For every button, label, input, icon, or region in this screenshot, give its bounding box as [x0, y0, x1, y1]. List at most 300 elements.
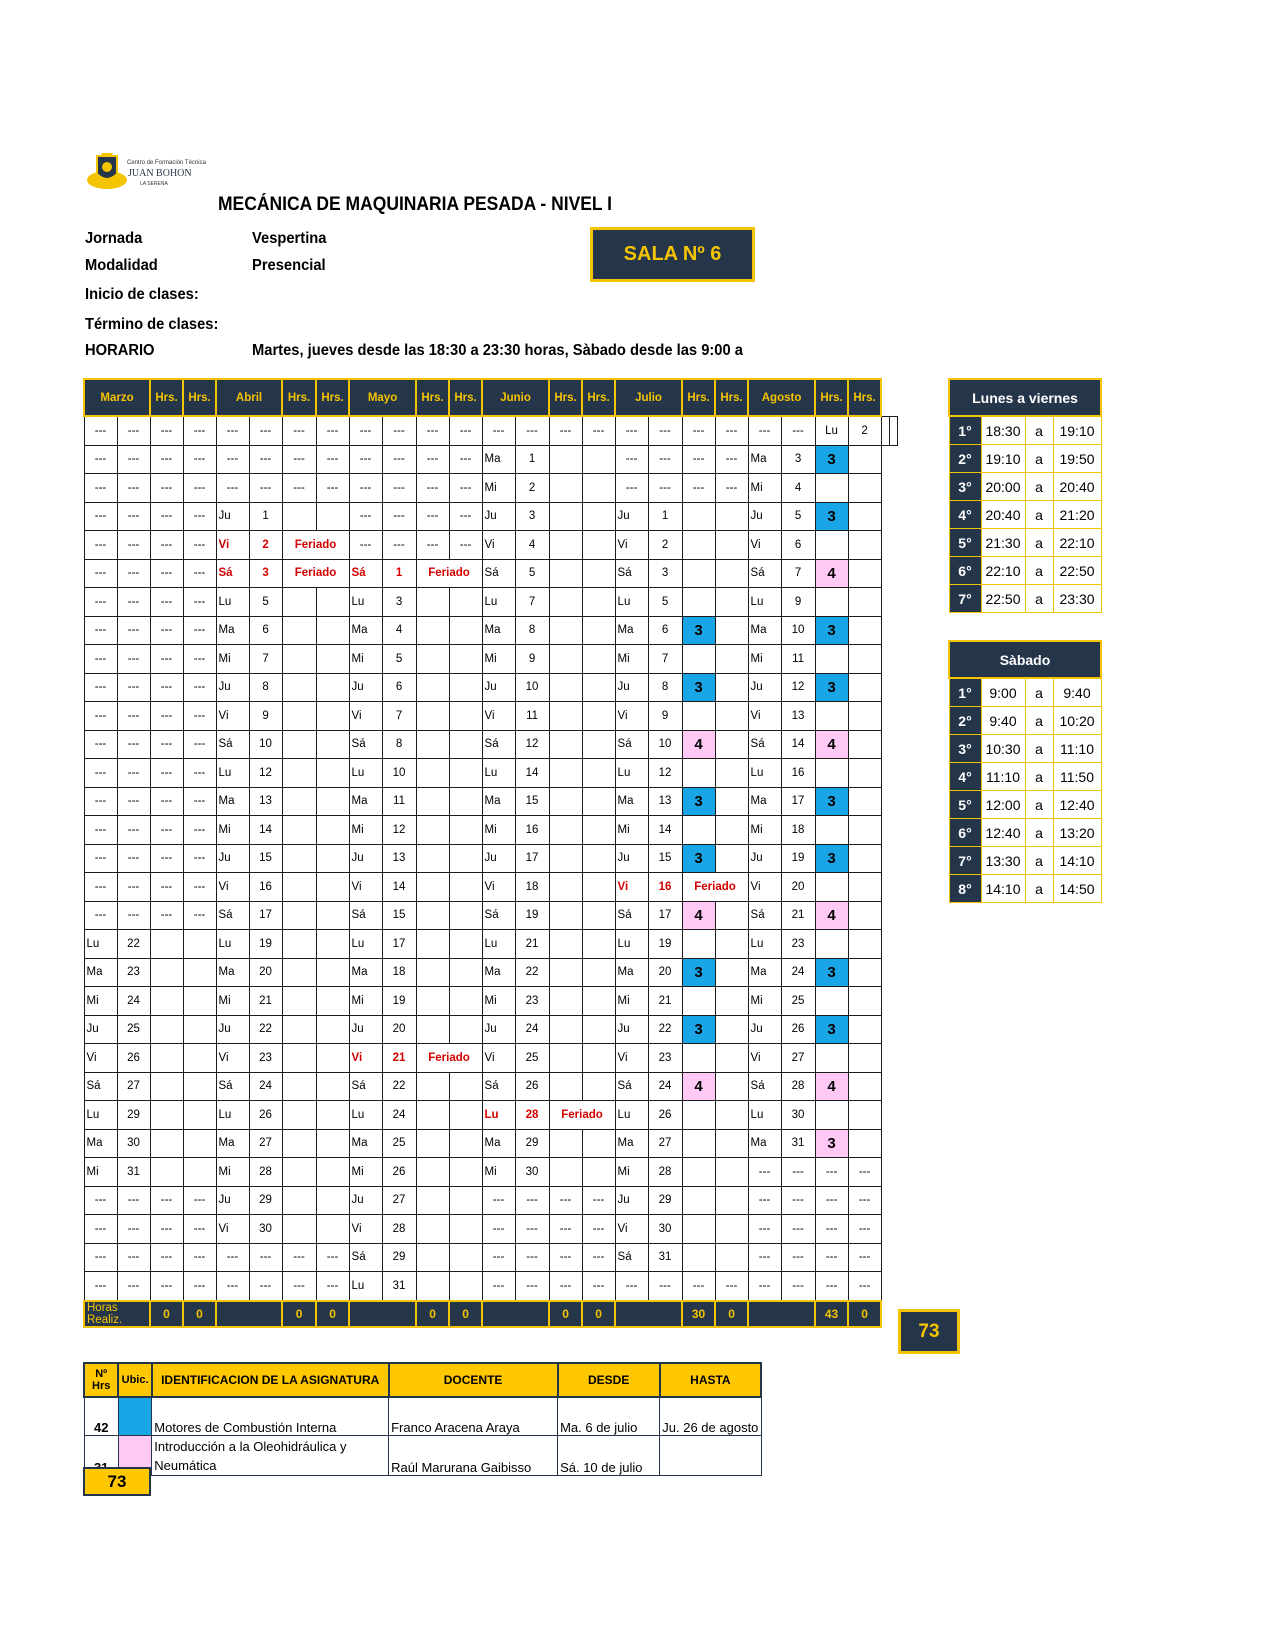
weekday-cell: Ju: [216, 673, 249, 702]
weekday-cell: ---: [84, 702, 117, 731]
page-title: MECÁNICA DE MAQUINARIA PESADA - NIVEL I: [218, 194, 612, 215]
hours-cell: [282, 759, 316, 788]
hours-cell: [582, 1129, 615, 1158]
weekday-schedule-table: [948, 378, 1102, 613]
hours-cell: ---: [150, 588, 183, 617]
day-number-cell: 28: [781, 1072, 815, 1101]
day-number-cell: 7: [515, 588, 549, 617]
legend-header: IDENTIFICACION DE LA ASIGNATURA: [152, 1363, 389, 1397]
footer-hours-total: 0: [848, 1301, 881, 1327]
hours-cell: [416, 1158, 449, 1187]
weekday-cell: ---: [216, 474, 249, 503]
hours-cell: [416, 1129, 449, 1158]
hours-cell: [582, 673, 615, 702]
hours-cell: 4: [682, 730, 715, 759]
day-number-cell: 28: [249, 1158, 282, 1187]
hours-cell: ---: [150, 844, 183, 873]
hours-cell: [815, 645, 848, 674]
hours-cell: ---: [282, 445, 316, 474]
end-time: 11:10: [1053, 735, 1101, 763]
hours-cell: [316, 787, 349, 816]
day-number-cell: 22: [515, 958, 549, 987]
day-number-cell: 30: [648, 1215, 682, 1244]
legend-header: Nº Hrs: [84, 1363, 118, 1397]
day-number-cell: 2: [515, 474, 549, 503]
hours-cell: [682, 702, 715, 731]
hours-cell: ---: [183, 730, 216, 759]
hours-cell: 4: [682, 1072, 715, 1101]
hours-cell: 4: [815, 730, 848, 759]
day-number-cell: ---: [117, 673, 150, 702]
hours-cell: [416, 1272, 449, 1301]
weekday-cell: Vi: [615, 1215, 648, 1244]
weekday-cell: Lu: [216, 1101, 249, 1130]
day-number-cell: 17: [249, 901, 282, 930]
hours-cell: [582, 873, 615, 902]
weekday-cell: Ma: [84, 1129, 117, 1158]
hours-cell: [416, 1215, 449, 1244]
holiday-label: Feriado: [282, 531, 349, 560]
hours-cell: [282, 930, 316, 959]
hours-header: Hrs.: [416, 379, 449, 416]
end-time: 21:20: [1053, 501, 1101, 529]
schedule-row: [949, 473, 1101, 501]
day-number-cell: ---: [648, 416, 682, 445]
legend-from: Ma. 6 de julio: [558, 1397, 660, 1435]
period-number: 6°: [949, 557, 981, 585]
holiday-label: Feriado: [682, 873, 748, 902]
day-number-cell: ---: [117, 1186, 150, 1215]
hours-cell: [549, 445, 582, 474]
end-time: 19:10: [1053, 416, 1101, 445]
saturday-schedule-table: [948, 640, 1102, 903]
hours-cell: ---: [282, 1243, 316, 1272]
hours-cell: 3: [815, 673, 848, 702]
day-number-cell: 9: [249, 702, 282, 731]
day-number-cell: 14: [781, 730, 815, 759]
hours-cell: [282, 901, 316, 930]
weekday-cell: Vi: [216, 873, 249, 902]
weekday-cell: Ma: [615, 958, 648, 987]
weekday-cell: ---: [84, 559, 117, 588]
hours-cell: [282, 502, 316, 531]
calendar-row: [84, 531, 898, 560]
day-number-cell: 17: [382, 930, 416, 959]
separator: a: [1025, 557, 1053, 585]
day-number-cell: 13: [249, 787, 282, 816]
hours-cell: [316, 702, 349, 731]
schedule-row: [949, 529, 1101, 557]
weekday-cell: Ma: [615, 616, 648, 645]
footer-spacer: [748, 1301, 815, 1327]
day-number-cell: 3: [648, 559, 682, 588]
end-time: 11:50: [1053, 763, 1101, 791]
day-number-cell: 18: [781, 816, 815, 845]
hours-cell: [682, 1215, 715, 1244]
day-number-cell: 31: [781, 1129, 815, 1158]
hours-cell: [449, 987, 482, 1016]
day-number-cell: ---: [117, 1272, 150, 1301]
weekday-cell: Ju: [748, 844, 781, 873]
separator: a: [1025, 501, 1053, 529]
weekday-cell: Mi: [748, 987, 781, 1016]
end-time: 22:10: [1053, 529, 1101, 557]
weekday-cell: Vi: [615, 702, 648, 731]
schedule-row: [949, 735, 1101, 763]
weekday-cell: Mi: [216, 1158, 249, 1187]
hours-cell: [715, 502, 748, 531]
weekday-cell: Ma: [482, 616, 515, 645]
hours-cell: [715, 673, 748, 702]
day-number-cell: ---: [117, 844, 150, 873]
day-number-cell: 27: [781, 1044, 815, 1073]
weekday-cell: Vi: [482, 1044, 515, 1073]
weekday-cell: Vi: [349, 873, 382, 902]
hours-cell: [150, 1101, 183, 1130]
weekday-cell: ---: [84, 1243, 117, 1272]
footer-spacer: [349, 1301, 416, 1327]
hours-header: Hrs.: [316, 379, 349, 416]
weekday-cell: Ju: [482, 502, 515, 531]
weekday-cell: Vi: [216, 531, 249, 560]
legend-to: Ju. 26 de agosto: [660, 1397, 761, 1435]
hours-cell: ---: [815, 1243, 848, 1272]
hours-cell: [449, 702, 482, 731]
weekday-cell: Sá: [349, 901, 382, 930]
day-number-cell: 5: [249, 588, 282, 617]
day-number-cell: 6: [781, 531, 815, 560]
hours-cell: [316, 873, 349, 902]
hours-cell: [715, 645, 748, 674]
end-time: 19:50: [1053, 445, 1101, 473]
hours-cell: [549, 616, 582, 645]
day-number-cell: 27: [249, 1129, 282, 1158]
day-number-cell: ---: [781, 1158, 815, 1187]
hours-cell: [449, 1158, 482, 1187]
hours-cell: [582, 445, 615, 474]
hours-cell: [316, 1158, 349, 1187]
legend-to: [660, 1435, 761, 1475]
hours-cell: ---: [150, 1272, 183, 1301]
hours-cell: [582, 844, 615, 873]
weekday-cell: Sá: [482, 730, 515, 759]
hours-cell: [549, 1129, 582, 1158]
hours-cell: [848, 531, 881, 560]
hours-cell: ---: [150, 730, 183, 759]
calendar-row: [84, 787, 898, 816]
day-number-cell: ---: [382, 531, 416, 560]
day-number-cell: ---: [117, 702, 150, 731]
hours-cell: ---: [449, 445, 482, 474]
hours-cell: [715, 616, 748, 645]
hours-cell: [582, 588, 615, 617]
separator: a: [1025, 707, 1053, 735]
hours-cell: [449, 873, 482, 902]
weekday-cell: Vi: [216, 1044, 249, 1073]
hours-cell: [416, 1186, 449, 1215]
weekday-cell: Ma: [216, 787, 249, 816]
hours-cell: ---: [715, 474, 748, 503]
hours-cell: [815, 873, 848, 902]
calendar-row: [84, 673, 898, 702]
weekday-cell: ---: [216, 1272, 249, 1301]
hours-cell: [183, 1158, 216, 1187]
period-number: 8°: [949, 875, 981, 903]
hours-header: Hrs.: [848, 379, 881, 416]
footer-spacer: [615, 1301, 682, 1327]
hours-cell: ---: [815, 1215, 848, 1244]
day-number-cell: ---: [117, 759, 150, 788]
day-number-cell: ---: [249, 474, 282, 503]
legend-row: [84, 1435, 761, 1475]
hours-cell: [282, 616, 316, 645]
weekday-cell: ---: [748, 1215, 781, 1244]
hours-cell: ---: [316, 416, 349, 445]
weekday-cell: Vi: [349, 1215, 382, 1244]
weekday-cell: Ju: [748, 502, 781, 531]
separator: a: [1025, 529, 1053, 557]
weekday-cell: Mi: [349, 645, 382, 674]
hours-cell: ---: [183, 673, 216, 702]
period-number: 1°: [949, 678, 981, 707]
hours-cell: ---: [449, 474, 482, 503]
weekday-cell: Lu: [349, 1101, 382, 1130]
hours-cell: [682, 816, 715, 845]
hours-cell: ---: [183, 787, 216, 816]
day-number-cell: 12: [382, 816, 416, 845]
hours-cell: [549, 1044, 582, 1073]
hours-cell: [682, 1243, 715, 1272]
calendar-row: [84, 958, 898, 987]
day-number-cell: 14: [382, 873, 416, 902]
start-time: 13:30: [981, 847, 1025, 875]
hours-cell: [282, 673, 316, 702]
weekday-cell: Ma: [349, 1129, 382, 1158]
hours-cell: [715, 787, 748, 816]
holiday-label: Feriado: [416, 1044, 482, 1073]
weekday-cell: Vi: [748, 873, 781, 902]
weekday-cell: Ju: [349, 673, 382, 702]
hours-cell: ---: [316, 1243, 349, 1272]
weekday-cell: Ju: [349, 1015, 382, 1044]
hours-cell: [449, 730, 482, 759]
calendar-row: [84, 930, 898, 959]
hours-cell: ---: [582, 416, 615, 445]
hours-cell: ---: [150, 559, 183, 588]
day-number-cell: 27: [117, 1072, 150, 1101]
holiday-label: Feriado: [416, 559, 482, 588]
hours-cell: ---: [183, 702, 216, 731]
hours-header: Hrs.: [549, 379, 582, 416]
hours-cell: [549, 730, 582, 759]
hours-cell: [582, 987, 615, 1016]
weekday-cell: Ma: [615, 787, 648, 816]
day-number-cell: ---: [117, 416, 150, 445]
hours-cell: [416, 673, 449, 702]
weekday-cell: ---: [349, 416, 382, 445]
hours-cell: [582, 730, 615, 759]
hours-cell: [549, 844, 582, 873]
separator: a: [1025, 416, 1053, 445]
day-number-cell: ---: [781, 1186, 815, 1215]
day-number-cell: 25: [781, 987, 815, 1016]
hours-cell: ---: [316, 445, 349, 474]
day-number-cell: ---: [781, 1215, 815, 1244]
day-number-cell: 23: [249, 1044, 282, 1073]
hours-cell: [449, 645, 482, 674]
hours-cell: [715, 1015, 748, 1044]
weekday-cell: Lu: [748, 588, 781, 617]
legend-total: 73: [83, 1467, 151, 1496]
hours-cell: [449, 1243, 482, 1272]
hours-cell: [848, 1101, 881, 1130]
hours-cell: [316, 901, 349, 930]
hours-cell: 3: [682, 673, 715, 702]
day-number-cell: ---: [515, 1272, 549, 1301]
day-number-cell: 20: [781, 873, 815, 902]
month-header: Agosto: [748, 379, 815, 416]
day-number-cell: 6: [249, 616, 282, 645]
hours-cell: [183, 1072, 216, 1101]
hours-cell: 4: [682, 901, 715, 930]
hours-cell: [183, 1015, 216, 1044]
hours-cell: ---: [715, 416, 748, 445]
day-number-cell: ---: [117, 1243, 150, 1272]
hours-cell: ---: [150, 416, 183, 445]
weekday-cell: Lu: [349, 588, 382, 617]
weekday-cell: Ma: [748, 616, 781, 645]
hours-cell: [183, 930, 216, 959]
hours-cell: [282, 787, 316, 816]
day-number-cell: ---: [515, 1215, 549, 1244]
period-number: 3°: [949, 473, 981, 501]
weekday-cell: Vi: [216, 1215, 249, 1244]
horario-label: HORARIO: [85, 342, 155, 359]
day-number-cell: ---: [249, 445, 282, 474]
day-number-cell: 24: [781, 958, 815, 987]
day-number-cell: 22: [382, 1072, 416, 1101]
hours-cell: [549, 901, 582, 930]
hours-cell: 4: [815, 901, 848, 930]
weekday-cell: Mi: [482, 1158, 515, 1187]
hours-cell: [848, 901, 881, 930]
weekday-cell: Lu: [482, 588, 515, 617]
hours-cell: [715, 844, 748, 873]
hours-header: Hrs.: [449, 379, 482, 416]
weekday-cell: ---: [84, 1215, 117, 1244]
weekday-cell: Vi: [482, 531, 515, 560]
hours-cell: ---: [682, 474, 715, 503]
weekday-cell: Lu: [216, 588, 249, 617]
hours-cell: [582, 1044, 615, 1073]
jornada-label: Jornada: [85, 230, 143, 247]
hours-cell: [449, 673, 482, 702]
hours-cell: [848, 958, 881, 987]
hours-cell: [582, 474, 615, 503]
weekday-cell: ---: [84, 759, 117, 788]
hours-cell: [316, 1129, 349, 1158]
start-time: 12:40: [981, 819, 1025, 847]
day-number-cell: ---: [117, 502, 150, 531]
day-number-cell: 7: [249, 645, 282, 674]
hours-cell: [416, 730, 449, 759]
day-number-cell: ---: [117, 588, 150, 617]
day-number-cell: 11: [515, 702, 549, 731]
weekday-cell: ---: [349, 445, 382, 474]
hours-cell: ---: [150, 445, 183, 474]
legend-subject-line1: Introducción a la Oleohidráulica y: [154, 1438, 347, 1454]
logo-line2: JUAN BOHON: [128, 168, 192, 179]
hours-cell: 3: [682, 616, 715, 645]
weekday-cell: Ma: [216, 616, 249, 645]
hours-cell: [449, 1015, 482, 1044]
period-number: 2°: [949, 707, 981, 735]
day-number-cell: 10: [382, 759, 416, 788]
start-time: 18:30: [981, 416, 1025, 445]
hours-cell: [282, 1072, 316, 1101]
day-number-cell: 24: [117, 987, 150, 1016]
weekday-cell: Ma: [615, 1129, 648, 1158]
jornada-value: Vespertina: [252, 230, 327, 247]
hours-cell: [316, 616, 349, 645]
hours-cell: [549, 702, 582, 731]
day-number-cell: 28: [515, 1101, 549, 1130]
weekday-cell: Vi: [482, 702, 515, 731]
hours-cell: [282, 1158, 316, 1187]
schedule-row: [949, 847, 1101, 875]
calendar-row: [84, 1101, 898, 1130]
day-number-cell: 15: [249, 844, 282, 873]
hours-cell: [549, 1072, 582, 1101]
hours-cell: [316, 759, 349, 788]
hours-cell: ---: [183, 901, 216, 930]
end-time: 13:20: [1053, 819, 1101, 847]
hours-cell: ---: [282, 1272, 316, 1301]
hours-cell: [715, 816, 748, 845]
day-number-cell: ---: [382, 502, 416, 531]
legend-subject: [152, 1435, 389, 1475]
weekday-cell: ---: [216, 416, 249, 445]
day-number-cell: ---: [515, 1243, 549, 1272]
calendar-row: [84, 1215, 898, 1244]
weekday-cell: ---: [84, 474, 117, 503]
hours-header: Hrs.: [815, 379, 848, 416]
hours-cell: [682, 1129, 715, 1158]
day-number-cell: 26: [382, 1158, 416, 1187]
calendar-row: [84, 502, 898, 531]
hours-cell: [316, 958, 349, 987]
footer-hours-total: 0: [715, 1301, 748, 1327]
day-number-cell: 10: [781, 616, 815, 645]
day-number-cell: ---: [117, 445, 150, 474]
hours-cell: ---: [449, 416, 482, 445]
weekday-cell: ---: [482, 1215, 515, 1244]
day-number-cell: ---: [117, 474, 150, 503]
hours-cell: [316, 930, 349, 959]
weekday-cell: Lu: [748, 930, 781, 959]
hours-cell: [582, 616, 615, 645]
period-number: 6°: [949, 819, 981, 847]
calendar-row: [84, 559, 898, 588]
weekday-cell: Lu: [482, 759, 515, 788]
day-number-cell: 24: [382, 1101, 416, 1130]
day-number-cell: 24: [249, 1072, 282, 1101]
day-number-cell: 26: [515, 1072, 549, 1101]
hours-cell: [449, 1186, 482, 1215]
hours-cell: [316, 844, 349, 873]
hours-cell: [183, 958, 216, 987]
saturday-schedule-title: Sàbado: [949, 641, 1101, 678]
